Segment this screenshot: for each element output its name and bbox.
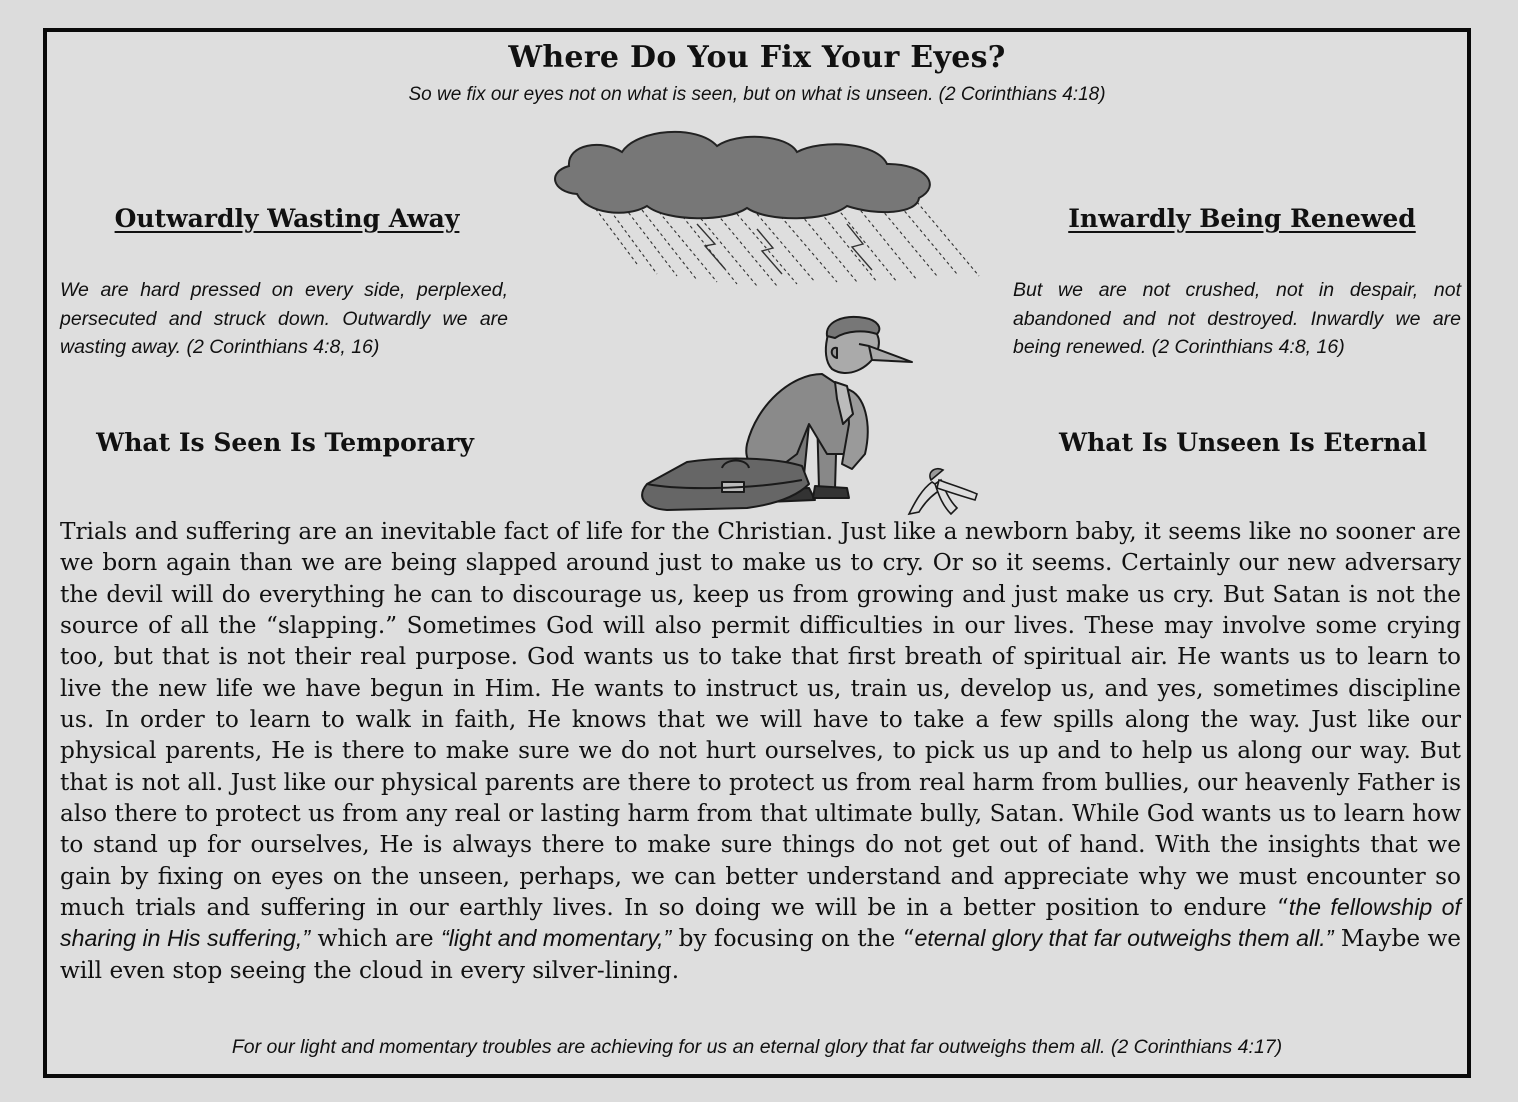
footer-verse: For our light and momentary troubles are achieving for us an eternal glory that far outweighs them all. (2 Corinthians 4:17) <box>231 1036 1283 1058</box>
banana-peel-icon <box>909 469 977 514</box>
body-quote-light-momentary: “light and momentary,” <box>441 925 672 952</box>
body-quote-fellowship: the fellowship of sharing in His suffering,” <box>60 894 1461 952</box>
body-text-part1: Trials and suffering are an inevitable fact of life for the Christian. Just like a newborn baby, it seems like no sooner are we born again than we are being slapped around just to make us to cry. Or so it seems. Certainly our new adversary the devil will do everything he can to discourage us, keep us from growing and just make us cry. But Satan is not the source of all the “slapping.” Sometimes God will also permit difficulties in our lives. These may involve some crying too, but that is not their real purpose. God wants us to take that first breath of spiritual air. He wants us to learn to live the new life we have begun in Him. He wants to instruct us, train us, develop us, and yes, sometimes discipline us. In order to learn to walk in faith, He knows that we will have to take a few spills along the way. Just like our physical parents, He is there to make sure we do not hurt ourselves, to pick us up and to help us along our way. But that is not all. Just like our physical parents are there to protect us from real harm from bullies, our heavenly Father is also there to protect us from any real or lasting harm from that ultimate bully, Satan. While God wants us to learn how to stand up for ourselves, He is always there to make sure things do not get out of hand. With the insights that we gain by fixing on eyes on the unseen, perhaps, we can better understand and appreciate why we must encounter so much trials and suffering in our earthly lives. In so doing we will be in a better position to endure “ <box>60 518 1461 922</box>
left-heading: Outwardly Wasting Away <box>114 204 460 233</box>
body-text-part4: Maybe we will even stop seeing the cloud in every silver-lining. <box>60 925 1462 984</box>
rain-cloud-icon <box>555 132 930 218</box>
body-quote-eternal-glory: eternal glory that far outweighs them all.” <box>914 925 1334 952</box>
left-verse: We are hard pressed on every side, perplexed, persecuted and struck down. Outwardly we are wasting away. (2 Corinthians 4:8, 16) <box>60 279 508 358</box>
page-frame <box>43 28 1471 1078</box>
body-text-part3: by focusing on the “ <box>671 925 915 953</box>
page-subtitle: So we fix our eyes not on what is seen, but on what is unseen. (2 Corinthians 4:18) <box>408 84 1106 105</box>
left-subheading: What Is Seen Is Temporary <box>96 428 474 457</box>
body-paragraph <box>60 516 1461 986</box>
page-title: Where Do You Fix Your Eyes? <box>508 40 1006 75</box>
right-verse: But we are not crushed, not in despair, not abandoned and not destroyed. Inwardly we are being renewed. (2 Corinthians 4:8, 16) <box>1013 279 1461 358</box>
right-heading: Inwardly Being Renewed <box>1068 204 1416 233</box>
right-subheading: What Is Unseen Is Eternal <box>1059 428 1427 457</box>
illustration <box>547 124 987 516</box>
body-text-part2: which are <box>310 925 441 953</box>
lightning-icon <box>697 224 872 274</box>
